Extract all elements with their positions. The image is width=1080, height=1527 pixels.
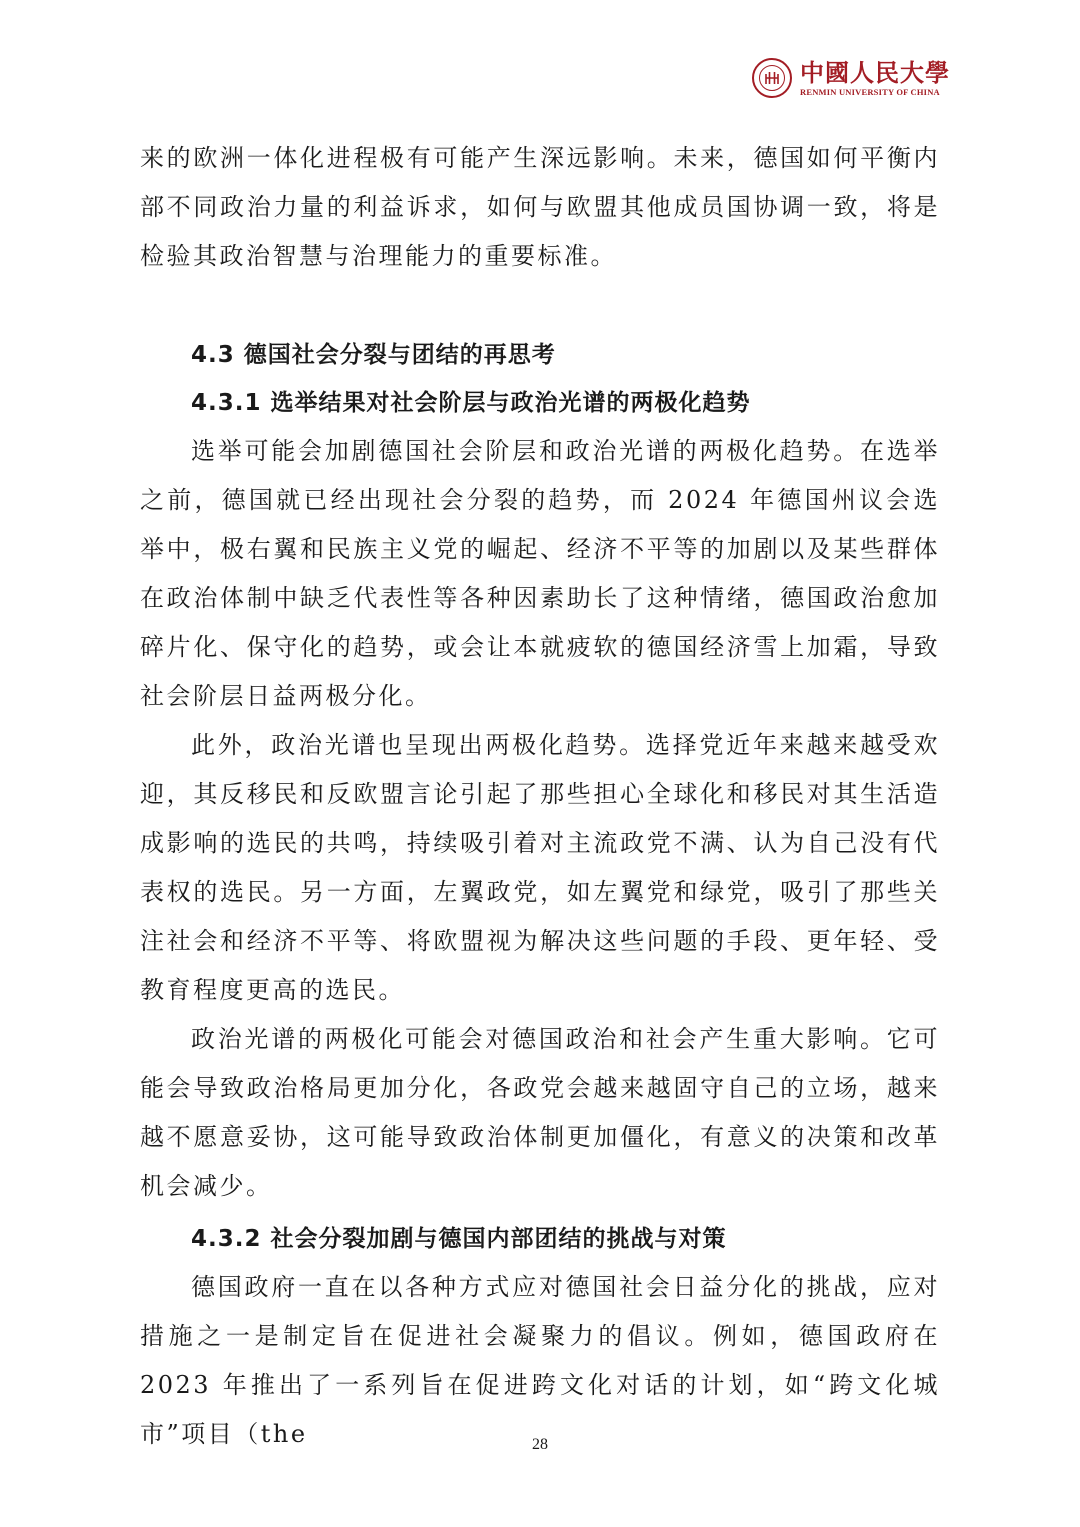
logo-english-name: RENMIN UNIVERSITY OF CHINA bbox=[800, 86, 940, 97]
page-number: 28 bbox=[532, 1436, 548, 1453]
paragraph: 德国政府一直在以各种方式应对德国社会日益分化的挑战，应对措施之一是制定旨在促进社会凝聚力的倡议。例如，德国政府在 2023 年推出了一系列旨在促进跨文化对话的计划，如“跨文化城市”项目（the bbox=[140, 1273, 940, 1448]
paragraph: 此外，政治光谱也呈现出两极化趋势。选择党近年来越来越受欢迎，其反移民和反欧盟言论引起了那些担心全球化和移民对其生活造成影响的选民的共鸣，持续吸引着对主流政党不满、认为自己没有代表权的选民。另一方面，左翼政党，如左翼党和绿党，吸引了那些关注社会和经济不平等、将欧盟视为解决这些问题的手段、更年轻、受教育程度更高的选民。 bbox=[140, 731, 940, 1004]
paragraph: 选举可能会加剧德国社会阶层和政治光谱的两极化趋势。在选举之前，德国就已经出现社会分裂的趋势，而 2024 年德国州议会选举中，极右翼和民族主义党的崛起、经济不平等的加剧以及某些群体在政治体制中缺乏代表性等各种因素助长了这种情绪，德国政治愈加碎片化、保守化的趋势，或会让本就疲软的德国经济雪上加霜，导致社会阶层日益两极分化。 bbox=[140, 437, 940, 710]
subsection-heading-4-3-1: 4.3.1 选举结果对社会阶层与政治光谱的两极化趋势 bbox=[191, 390, 751, 416]
section-heading-4-3: 4.3 德国社会分裂与团结的再思考 bbox=[191, 342, 556, 368]
paragraph: 政治光谱的两极化可能会对德国政治和社会产生重大影响。它可能会导致政治格局更加分化，各政党会越来越固守自己的立场，越来越不愿意妥协，这可能导致政治体制更加僵化，有意义的决策和改革机会减少。 bbox=[140, 1025, 940, 1200]
page-body bbox=[140, 134, 940, 1459]
paragraph-continuation: 来的欧洲一体化进程极有可能产生深远影响。未来，德国如何平衡内部不同政治力量的利益诉求，如何与欧盟其他成员国协调一致，将是检验其政治智慧与治理能力的重要标准。 bbox=[140, 144, 940, 270]
university-logo bbox=[752, 58, 950, 98]
university-seal-icon bbox=[752, 58, 792, 98]
logo-chinese-name: 中國人民大學 bbox=[800, 57, 950, 87]
subsection-heading-4-3-2: 4.3.2 社会分裂加剧与德国内部团结的挑战与对策 bbox=[191, 1226, 727, 1252]
